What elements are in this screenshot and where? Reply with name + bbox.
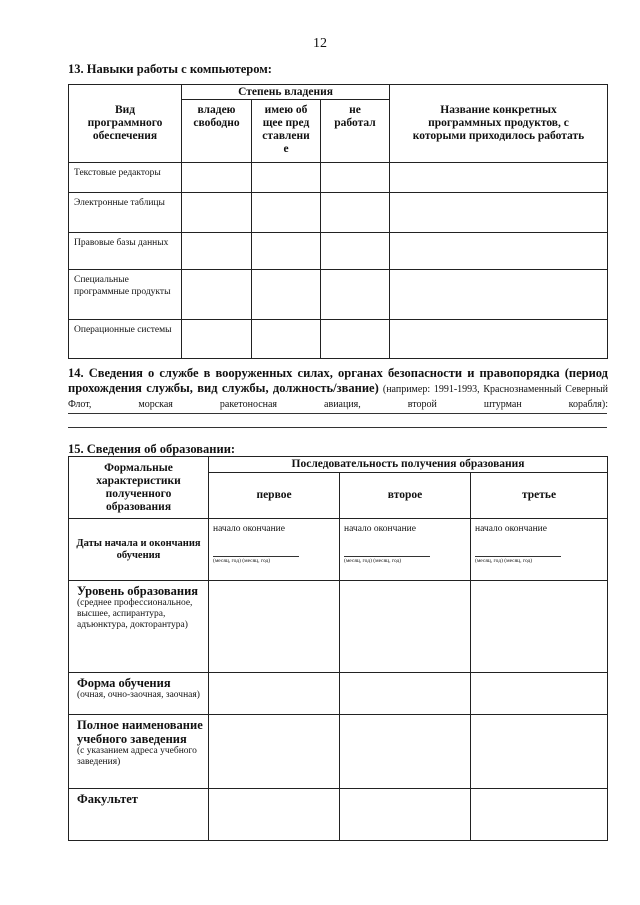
form-title: Форма обучения	[77, 676, 171, 690]
entry-cell[interactable]	[182, 163, 252, 193]
header-third: третье	[471, 473, 608, 519]
entry-cell[interactable]	[182, 320, 252, 359]
entry-cell[interactable]	[182, 233, 252, 270]
entry-cell[interactable]	[340, 581, 471, 673]
table-row	[69, 320, 608, 359]
date-line	[213, 556, 299, 557]
answer-line[interactable]	[68, 427, 607, 428]
section-14-title: 14. Сведения о службе в вооруженных силах, органах безопасности и правопорядка (период прохождения службы, вид службы, должность/звание)	[68, 366, 608, 395]
entry-cell[interactable]	[321, 320, 390, 359]
entry-cell[interactable]	[390, 163, 608, 193]
dates-cell-third[interactable]	[471, 519, 608, 581]
dates-cell-first[interactable]	[209, 519, 340, 581]
table-row	[69, 233, 608, 270]
table-row	[69, 789, 608, 841]
entry-cell[interactable]	[321, 270, 390, 320]
education-table	[68, 456, 608, 841]
entry-cell[interactable]	[390, 270, 608, 320]
header-general-idea: имею общее представление	[252, 100, 321, 163]
entry-cell[interactable]	[340, 715, 471, 789]
entry-cell[interactable]	[209, 789, 340, 841]
study-form-label	[69, 673, 209, 715]
form-hint: (очная, очно-заочная, заочная)	[77, 690, 200, 700]
table-row	[69, 193, 608, 233]
header-proficient: владею свободно	[182, 100, 252, 163]
entry-cell[interactable]	[252, 233, 321, 270]
row-label: Текстовые редакторы	[69, 163, 182, 193]
header-software-type: Вид программного обеспечения	[69, 85, 182, 163]
entry-cell[interactable]	[209, 581, 340, 673]
entry-cell[interactable]	[182, 193, 252, 233]
dates-cell-caption: начало окончание	[213, 524, 285, 534]
level-title: Уровень образования	[77, 584, 199, 598]
section-15-title: 15. Сведения об образовании:	[68, 442, 236, 456]
dates-cell-hint: (месяц, год) (месяц, год)	[344, 558, 402, 564]
entry-cell[interactable]	[471, 581, 608, 673]
row-label: Специальные программные продукты	[69, 270, 182, 320]
computer-skills-table	[68, 84, 608, 359]
education-level-label	[69, 581, 209, 673]
table-row	[69, 270, 608, 320]
date-line	[344, 556, 430, 557]
header-characteristics: Формальные характеристики полученного образования	[69, 457, 209, 519]
dates-cell-hint: (месяц, год) (месяц, год)	[475, 558, 533, 564]
section-14-example: (например: 1991-1993, Краснознаменный Северный Флот, морская ракетоносная авиация, второй штурман корабля):	[68, 384, 609, 410]
date-line	[475, 556, 561, 557]
entry-cell[interactable]	[390, 193, 608, 233]
entry-cell[interactable]	[321, 163, 390, 193]
table-row	[69, 581, 608, 673]
dates-label: Даты начала и окончания обучения	[69, 519, 209, 581]
header-never-worked: не работал	[321, 100, 390, 163]
entry-cell[interactable]	[209, 673, 340, 715]
dates-cell-hint: (месяц, год) (месяц, год)	[213, 558, 271, 564]
entry-cell[interactable]	[252, 320, 321, 359]
entry-cell[interactable]	[321, 233, 390, 270]
entry-cell[interactable]	[390, 233, 608, 270]
header-product-names: Название конкретных программных продуктов, с которыми приходилось работать	[390, 85, 608, 163]
institution-title: Полное наименование учебного заведения	[77, 718, 203, 746]
entry-cell[interactable]	[252, 193, 321, 233]
dates-cell-second[interactable]	[340, 519, 471, 581]
entry-cell[interactable]	[471, 715, 608, 789]
entry-cell[interactable]	[340, 789, 471, 841]
entry-cell[interactable]	[252, 163, 321, 193]
page-number: 12	[313, 36, 327, 51]
entry-cell[interactable]	[471, 673, 608, 715]
entry-cell[interactable]	[471, 789, 608, 841]
entry-cell[interactable]	[340, 673, 471, 715]
entry-cell[interactable]	[390, 320, 608, 359]
level-hint: (среднее профессиональное, высшее, аспирантура, адъюнктура, докторантура)	[77, 598, 193, 630]
header-second: второе	[340, 473, 471, 519]
row-label: Электронные таблицы	[69, 193, 182, 233]
faculty-label	[69, 789, 209, 841]
dates-cell-caption: начало окончание	[475, 524, 547, 534]
section-14-text	[68, 366, 608, 412]
entry-cell[interactable]	[182, 270, 252, 320]
table-row	[69, 163, 608, 193]
row-label: Правовые базы данных	[69, 233, 182, 270]
institution-hint: (с указанием адреса учебного заведения)	[77, 746, 197, 767]
entry-cell[interactable]	[321, 193, 390, 233]
header-proficiency-level: Степень владения	[182, 85, 390, 100]
answer-line[interactable]	[68, 413, 607, 414]
entry-cell[interactable]	[252, 270, 321, 320]
dates-cell-caption: начало окончание	[344, 524, 416, 534]
faculty-title: Факультет	[77, 792, 138, 806]
institution-label	[69, 715, 209, 789]
table-row	[69, 519, 608, 581]
table-row	[69, 673, 608, 715]
header-first: первое	[209, 473, 340, 519]
header-sequence: Последовательность получения образования	[209, 457, 608, 473]
section-13-title: 13. Навыки работы с компьютером:	[68, 62, 272, 76]
entry-cell[interactable]	[209, 715, 340, 789]
row-label: Операционные системы	[69, 320, 182, 359]
table-row	[69, 715, 608, 789]
